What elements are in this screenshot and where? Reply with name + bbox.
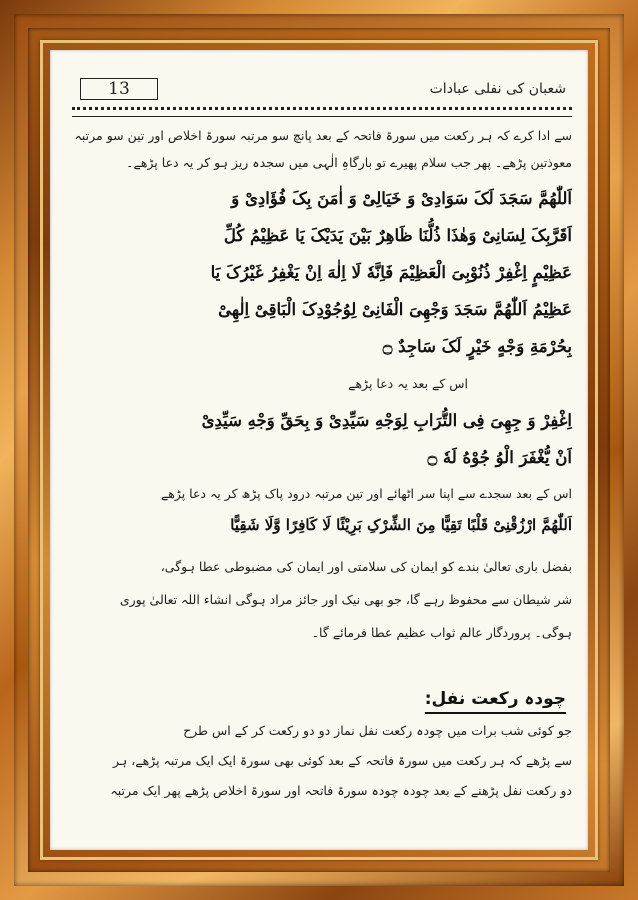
text-line: سے ادا کرے کہ ہر رکعت میں سورۃ فاتحہ کے بعد پانچ سو مرتبہ سورۃ اخلاص اور تین سو مرتبہ [74, 128, 572, 143]
instruction-3 [74, 480, 572, 507]
text-line: اس کے بعد سجدے سے اپنا سر اٹھائے اور تین مرتبہ درود پاک پڑھ کر یہ دعا پڑھے [160, 486, 572, 501]
dua-3 [74, 510, 572, 541]
text-line: دو رکعت نفل پڑھنے کے بعد چودہ چودہ سورۃ فاتحہ اور سورۃ اخلاص پڑھے پھر ایک مرتبہ [110, 783, 572, 798]
dua-line: بِحُرْمَةِ وَجْهٍ خَیْرٍ لَکَ سَاجِدٌ ۝ [382, 337, 572, 356]
dua-line: اِغْفِرْ وَ جِهِیَ فِی التُّرَابِ لِوَجْهِ سَیِّدِیْ وَ بِحَقِّ وَجْهِ سَیِّدِیْ [201, 411, 572, 430]
text-line: معوذتین پڑھے۔ پھر جب سلام پھیرے تو بارگاہِ الٰہی میں سجدہ ریز ہو کر یہ دعا پڑھے۔ [126, 155, 572, 170]
text-line: سے پڑھے کہ ہر رکعت میں سورۃ فاتحہ کے بعد کوئی بھی سورۃ ایک ایک مرتبہ پڑھے، ہر [113, 753, 572, 768]
dua-1 [74, 180, 572, 365]
section-heading: چودہ رکعت نفل: [425, 688, 566, 714]
text-line: اس کے بعد یہ دعا پڑھے [348, 376, 468, 391]
page-number: 13 [80, 78, 158, 100]
text-line: شر شیطان سے محفوظ رہے گا، جو بھی نیک اور جائز مراد ہوگی انشاء اللہ تعالیٰ پوری [119, 592, 572, 607]
dua-line: اَللّٰهُمَّ ارْزُقْنِیْ قَلْبًا تَقِیًّا مِنَ الشِّرْکِ بَرِیْئًا لَا کَافِرًا وَّلَا شَقِیًّا [230, 516, 572, 534]
text-line: ہوگی۔ پروردگار عالم ثواب عظیم عطا فرمائے گا۔ [311, 625, 572, 640]
page-header [80, 74, 566, 104]
benefit-paragraph [74, 550, 572, 649]
instruction-2 [74, 370, 468, 397]
dua-line: اَللّٰهُمَّ سَجَدَ لَکَ سَوَادِیْ وَ خَیَالِیْ وَ اٰمَنَ بِکَ فُؤَادِیْ وَ [231, 189, 572, 208]
intro-paragraph [74, 122, 572, 176]
dua-line: اَنْ یُّغْفَرَ الْوُ جُوْهُ لَهٗ ۝ [427, 448, 572, 467]
dua-line: اَقَرَّبِکَ لِسَانِیْ وَهٰذَا ذُلُّنَا ظَاهِرٌ بَیْنَ یَدَیْکَ یَا عَظِیْمُ کُلِّ [223, 226, 572, 245]
text-line: جو کوئی شب برات میں چودہ رکعت نفل نماز دو دو رکعت کر کے اس طرح [183, 723, 572, 738]
dua-line: عَظِیْمٍ اِغْفِرْ ذُنُوْبِیَ الْعَظِیْمَ فَاِنَّهٗ لَا اِلٰهَ اِنْ یَغْفِرُ غَیْرُکَ یَا [210, 263, 572, 282]
text-line: بفضل باری تعالیٰ بندے کو ایمان کی سلامتی اور ایمان کی مضبوطی عطا ہوگی، [160, 559, 572, 574]
page-title: شعبان کی نفلی عبادات [429, 81, 566, 97]
document-page [50, 50, 588, 850]
header-divider [72, 107, 572, 117]
section-paragraph [74, 716, 572, 806]
dua-line: عَظِیْمُ اَللّٰهُمَّ سَجَدَ وَجْهِیَ الْفَانِیْ لِوُجُوْدِکَ الْبَاقِیْ اِلٰهِیْ [218, 300, 572, 319]
dua-2 [74, 402, 572, 476]
